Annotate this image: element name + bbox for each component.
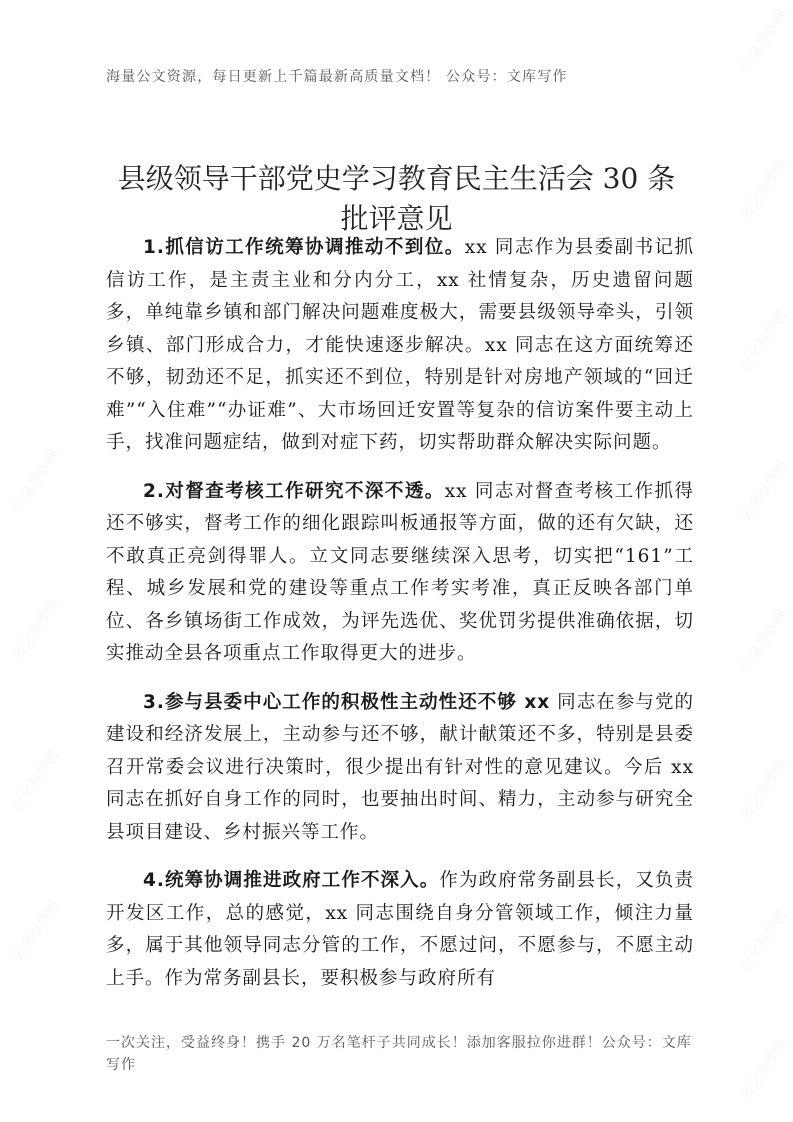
paragraph-heading: 4.统筹协调推进政府工作不深入。 [143,870,440,891]
paragraph-4 [106,865,694,995]
watermark: 公文写作网 [9,897,63,964]
document-body [106,232,694,1011]
footer-note: 一次关注，受益终身！携手 20 万名笔杆子共同成长！添加客服拉你进群！公众号：文库写作 [106,1035,692,1073]
watermark: 公文写作网 [737,757,791,824]
paragraph-heading: 2.对督查考核工作研究不深不透。 [143,480,445,502]
paragraph-text: xx 同志作为县委副书记抓信访工作，是主责主业和分内分工，xx 社情复杂，历史遗留问题多，单纯靠乡镇和部门解决问题难度极大，需要县级领导牵头，引领乡镇、部门形成合力，才能快速逐步解决。xx 同志在这方面统筹还不够，韧劲还不足，抓实还不到位，特别是针对房地产领域的“回迁难”“入住难”“办证难”、大市场回迁安置等复杂的信访案件要主动上手，找准问题症结，做到对症下药，切实帮助群众解决实际问题。 [106,237,695,453]
paragraph-3 [106,687,694,850]
watermark: 公文写作网 [737,7,791,74]
title-line-2: 批评意见 [340,201,453,235]
watermark: 公文写作网 [9,597,63,664]
paragraph-text: 同志在参与党的建设和经济发展上，主动参与还不够，献计献策还不多，特别是县委召开常委会议进行决策时，很少提出有针对性的意见建议。今后 xx 同志在抓好自身工作的同时，也要抽出时间、精力，主动参与研究全县项目建设、乡村振兴等工作。 [106,691,694,843]
page-title [90,159,703,239]
watermark: 公文写作网 [737,307,791,374]
paragraph-heading: 1.抓信访工作统筹协调推动不到位。 [143,237,465,258]
watermark: 公文写作网 [737,157,791,224]
paragraph-heading: 3.参与县委中心工作的积极性主动性还不够 xx [143,691,551,713]
paragraph-2 [106,476,694,671]
paragraph-text: 作为政府常务副县长，又负责开发区工作，总的感觉，xx 同志围绕自身分管领域工作，倾注力量多，属于其他领导同志分管的工作，不愿过问，不愿参与，不愿主动上手。作为常务副县长，要积极参与政府所有 [106,870,694,989]
watermark: 公文写作网 [9,447,63,514]
watermark: 公文写作网 [737,1037,791,1104]
paragraph-text: xx 同志对督查考核工作抓得还不够实，督考工作的细化跟踪叫板通报等方面，做的还有欠缺，还不敢真正亮剑得罪人。立文同志要继续深入思考，切实把“161”工程、城乡发展和党的建设等重点工作考实考准，真正反映各部门单位、各乡镇场街工作成效，为评先选优、奖优罚劣提供准确依据，切实推动全县各项重点工作取得更大的进步。 [106,480,694,664]
watermark: 公文写作网 [737,457,791,524]
title-line-1: 县级领导干部党史学习教育民主生活会 30 条 [117,161,676,195]
paragraph-1 [106,232,694,460]
watermark: 公文写作网 [737,607,791,674]
watermark: 公文写作网 [9,747,63,814]
header-note: 海量公文资源，每日更新上千篇最新高质量文档！ 公众号：文库写作 [106,69,568,85]
watermark: 公文写作网 [737,907,791,974]
